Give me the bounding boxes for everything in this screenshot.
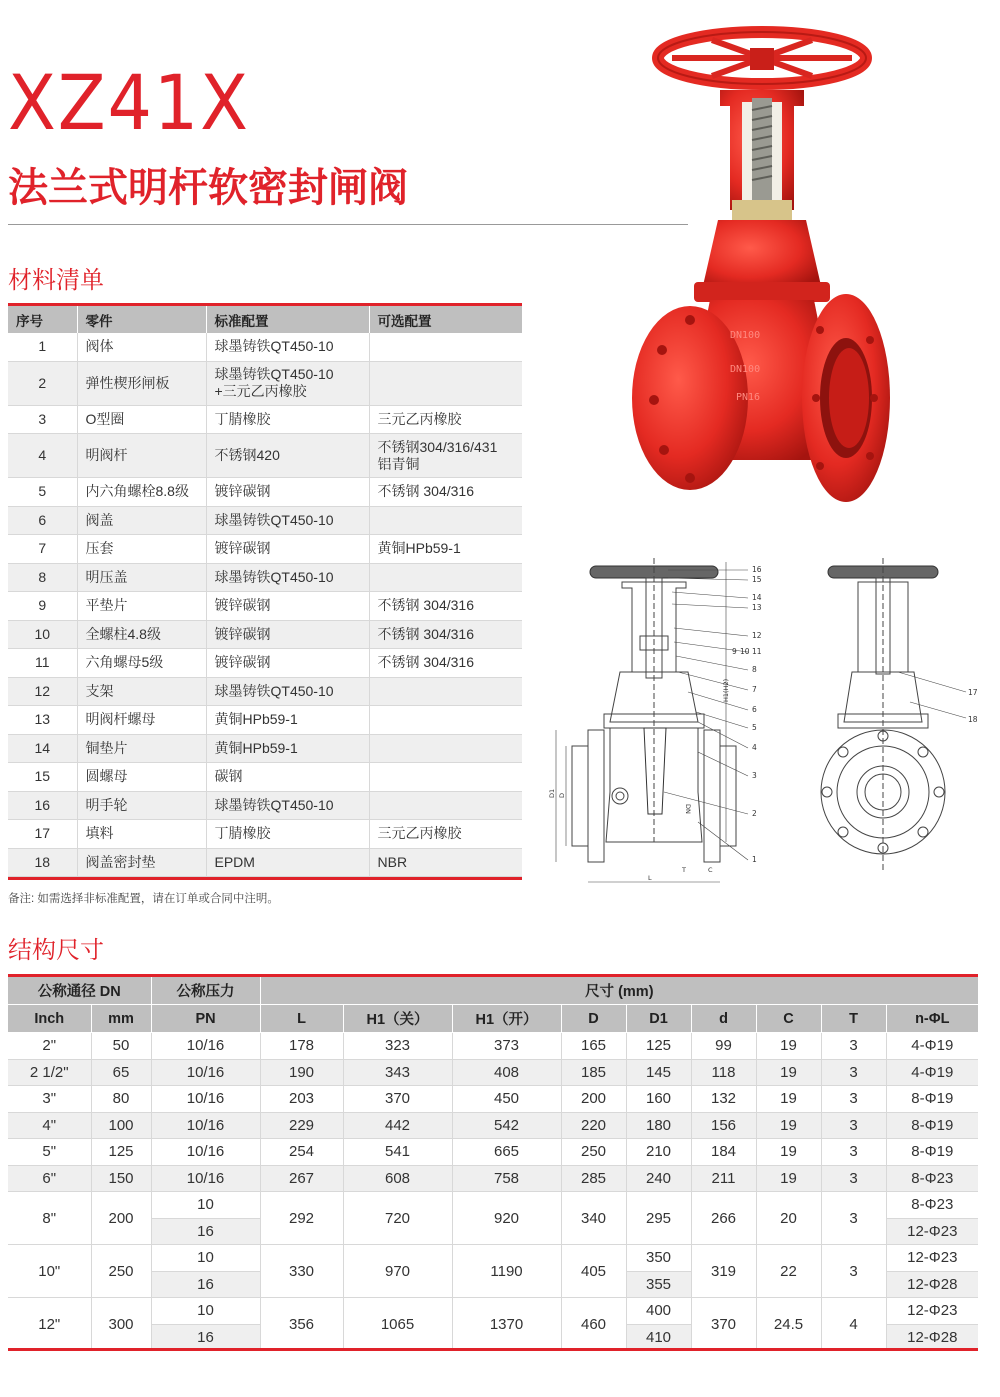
bom-part: 阀盖 bbox=[77, 506, 206, 535]
dim-c: 19 bbox=[756, 1086, 821, 1113]
dim-h1-closed: 1065 bbox=[343, 1298, 452, 1351]
dim-d1: 180 bbox=[626, 1112, 691, 1139]
bom-standard: 碳钢 bbox=[206, 763, 369, 792]
dim-d-outer: 165 bbox=[561, 1033, 626, 1060]
dim-t: 3 bbox=[821, 1245, 886, 1298]
product-subtitle: 法兰式明杆软密封闸阀 bbox=[8, 165, 408, 211]
dim-label: D1 bbox=[548, 788, 556, 798]
dim-col-bolts: n-ΦL bbox=[886, 1005, 978, 1033]
bom-optional bbox=[369, 763, 522, 792]
dim-pn: 10 bbox=[151, 1245, 260, 1272]
dim-h1-open: 1370 bbox=[452, 1298, 561, 1351]
dim-pn: 16 bbox=[151, 1218, 260, 1245]
bom-optional: 三元乙丙橡胶 bbox=[369, 820, 522, 849]
bom-part: 明手轮 bbox=[77, 791, 206, 820]
bom-standard: 镀锌碳钢 bbox=[206, 535, 369, 564]
part-label: 13 bbox=[752, 603, 762, 612]
dim-d1: 410 bbox=[626, 1324, 691, 1351]
dim-c: 19 bbox=[756, 1059, 821, 1086]
bom-no: 6 bbox=[8, 506, 77, 535]
part-label: 6 bbox=[752, 705, 757, 714]
dim-bolts: 4-Φ19 bbox=[886, 1033, 978, 1060]
dimensions-heading: 结构尺寸 bbox=[8, 936, 104, 964]
dim-c: 19 bbox=[756, 1165, 821, 1192]
dim-label: H1(H2) bbox=[722, 678, 730, 702]
bom-optional bbox=[369, 361, 522, 405]
dim-h1-closed: 608 bbox=[343, 1165, 452, 1192]
dim-head-pn: 公称压力 bbox=[151, 977, 260, 1005]
dim-bolts: 12-Φ28 bbox=[886, 1271, 978, 1298]
bom-optional bbox=[369, 706, 522, 735]
bom-no: 2 bbox=[8, 361, 77, 405]
dim-d1: 125 bbox=[626, 1033, 691, 1060]
dim-pn: 16 bbox=[151, 1324, 260, 1351]
bom-row bbox=[8, 649, 522, 678]
dim-l: 190 bbox=[260, 1059, 343, 1086]
dim-row bbox=[8, 1033, 978, 1060]
valve-photo bbox=[632, 20, 890, 512]
part-label: 9 bbox=[732, 647, 737, 656]
bom-row bbox=[8, 820, 522, 849]
dim-label: D bbox=[558, 792, 566, 798]
bom-no: 3 bbox=[8, 405, 77, 434]
part-label: 4 bbox=[752, 743, 757, 752]
bom-row bbox=[8, 706, 522, 735]
dim-t: 3 bbox=[821, 1086, 886, 1113]
dim-mm: 65 bbox=[91, 1059, 151, 1086]
bom-row bbox=[8, 677, 522, 706]
dim-h1-closed: 541 bbox=[343, 1139, 452, 1166]
dim-d-inner: 211 bbox=[691, 1165, 756, 1192]
bom-part: 圆螺母 bbox=[77, 763, 206, 792]
dim-d-outer: 460 bbox=[561, 1298, 626, 1351]
dim-pn: 10 bbox=[151, 1192, 260, 1219]
bom-row bbox=[8, 405, 522, 434]
bom-standard-line1: 球墨铸铁QT450-10 bbox=[214, 366, 334, 382]
dim-inch: 10" bbox=[8, 1245, 91, 1298]
bom-row bbox=[8, 734, 522, 763]
dim-bolts: 8-Φ19 bbox=[886, 1139, 978, 1166]
dim-label: T bbox=[682, 866, 686, 874]
dim-d-outer: 285 bbox=[561, 1165, 626, 1192]
bom-optional: 不锈钢 304/316 bbox=[369, 592, 522, 621]
dim-d1: 210 bbox=[626, 1139, 691, 1166]
dim-mm: 100 bbox=[91, 1112, 151, 1139]
dim-c: 19 bbox=[756, 1112, 821, 1139]
bom-no: 18 bbox=[8, 848, 77, 877]
bom-standard bbox=[206, 361, 369, 405]
dim-bolts: 8-Φ19 bbox=[886, 1086, 978, 1113]
bom-standard: 球墨铸铁QT450-10 bbox=[206, 563, 369, 592]
bom-row bbox=[8, 563, 522, 592]
dim-d1: 400 bbox=[626, 1298, 691, 1325]
part-label: 10 bbox=[740, 647, 750, 656]
dim-col-t: T bbox=[821, 1005, 886, 1033]
bom-no: 4 bbox=[8, 434, 77, 478]
bom-optional: 不锈钢 304/316 bbox=[369, 649, 522, 678]
bom-optional bbox=[369, 506, 522, 535]
bom-row bbox=[8, 791, 522, 820]
dim-pn: 10/16 bbox=[151, 1033, 260, 1060]
side-view-drawing bbox=[798, 552, 983, 882]
dim-h1-open: 665 bbox=[452, 1139, 561, 1166]
dim-d-outer: 250 bbox=[561, 1139, 626, 1166]
dim-label: C bbox=[708, 866, 713, 874]
bom-standard: 丁腈橡胶 bbox=[206, 405, 369, 434]
bom-standard: 球墨铸铁QT450-10 bbox=[206, 506, 369, 535]
dim-d-inner: 132 bbox=[691, 1086, 756, 1113]
dim-bolts: 12-Φ23 bbox=[886, 1298, 978, 1325]
dim-pn: 10/16 bbox=[151, 1086, 260, 1113]
svg-text:DN100: DN100 bbox=[730, 364, 761, 375]
bom-part: 内六角螺栓8.8级 bbox=[77, 478, 206, 507]
dim-bolts: 12-Φ28 bbox=[886, 1324, 978, 1351]
dim-col-mm: mm bbox=[91, 1005, 151, 1033]
dim-inch: 2 1/2" bbox=[8, 1059, 91, 1086]
dim-bolts: 4-Φ19 bbox=[886, 1059, 978, 1086]
part-label: 16 bbox=[752, 565, 762, 574]
part-label: 3 bbox=[752, 771, 757, 780]
bom-standard: 不锈钢420 bbox=[206, 434, 369, 478]
dim-h1-closed: 370 bbox=[343, 1086, 452, 1113]
part-label: 12 bbox=[752, 631, 762, 640]
dim-inch: 12" bbox=[8, 1298, 91, 1351]
dim-t: 3 bbox=[821, 1033, 886, 1060]
bom-bottom-rule bbox=[8, 877, 522, 880]
dim-head-size: 尺寸 (mm) bbox=[260, 977, 978, 1005]
bom-row bbox=[8, 592, 522, 621]
bom-col-part: 零件 bbox=[77, 306, 206, 333]
part-label: 17 bbox=[968, 688, 978, 697]
dim-l: 178 bbox=[260, 1033, 343, 1060]
bom-note: 备注: 如需选择非标准配置，请在订单或合同中注明。 bbox=[8, 893, 279, 905]
bom-part: 全螺柱4.8级 bbox=[77, 620, 206, 649]
dim-h1-open: 450 bbox=[452, 1086, 561, 1113]
bom-part: 阀盖密封垫 bbox=[77, 848, 206, 877]
dim-inch: 6" bbox=[8, 1165, 91, 1192]
dim-d-inner: 156 bbox=[691, 1112, 756, 1139]
dim-bolts: 12-Φ23 bbox=[886, 1218, 978, 1245]
bom-standard: 黄铜HPb59-1 bbox=[206, 734, 369, 763]
title-divider bbox=[8, 224, 688, 225]
bom-part: 压套 bbox=[77, 535, 206, 564]
dim-col-h1-open: H1（开） bbox=[452, 1005, 561, 1033]
dim-row bbox=[8, 1059, 978, 1086]
bom-optional bbox=[369, 734, 522, 763]
bom-part: 平垫片 bbox=[77, 592, 206, 621]
bom-optional bbox=[369, 333, 522, 361]
dim-mm: 200 bbox=[91, 1192, 151, 1245]
bom-no: 17 bbox=[8, 820, 77, 849]
part-label: 14 bbox=[752, 593, 762, 602]
dim-d-inner: 99 bbox=[691, 1033, 756, 1060]
dim-inch: 5" bbox=[8, 1139, 91, 1166]
bom-no: 15 bbox=[8, 763, 77, 792]
part-label: 11 bbox=[752, 647, 762, 656]
dim-t: 3 bbox=[821, 1165, 886, 1192]
dimensions-bottom-rule bbox=[8, 1348, 978, 1351]
dim-d-outer: 200 bbox=[561, 1086, 626, 1113]
dim-header-row-2 bbox=[8, 1005, 978, 1033]
dim-bolts: 8-Φ23 bbox=[886, 1165, 978, 1192]
dim-mm: 150 bbox=[91, 1165, 151, 1192]
dim-col-l: L bbox=[260, 1005, 343, 1033]
bom-optional: 不锈钢 304/316 bbox=[369, 620, 522, 649]
bom-no: 10 bbox=[8, 620, 77, 649]
dim-col-inch: Inch bbox=[8, 1005, 91, 1033]
svg-text:DN100: DN100 bbox=[730, 330, 761, 341]
dim-col-pn: PN bbox=[151, 1005, 260, 1033]
dim-h1-closed: 442 bbox=[343, 1112, 452, 1139]
bom-part: 明阀杆螺母 bbox=[77, 706, 206, 735]
dim-mm: 250 bbox=[91, 1245, 151, 1298]
bom-part: 明阀杆 bbox=[77, 434, 206, 478]
bom-standard: 球墨铸铁QT450-10 bbox=[206, 677, 369, 706]
bom-optional: 不锈钢 304/316 bbox=[369, 478, 522, 507]
bom-row bbox=[8, 361, 522, 405]
bom-optional: NBR bbox=[369, 848, 522, 877]
dim-h1-open: 1190 bbox=[452, 1245, 561, 1298]
dim-bolts: 8-Φ19 bbox=[886, 1112, 978, 1139]
dim-l: 267 bbox=[260, 1165, 343, 1192]
bom-col-no: 序号 bbox=[8, 306, 77, 333]
dim-col-d-outer: D bbox=[561, 1005, 626, 1033]
bom-no: 13 bbox=[8, 706, 77, 735]
dim-pn: 10/16 bbox=[151, 1059, 260, 1086]
dim-row-split bbox=[8, 1298, 978, 1325]
bom-col-optional: 可选配置 bbox=[369, 306, 522, 333]
bom-standard: EPDM bbox=[206, 848, 369, 877]
bom-no: 9 bbox=[8, 592, 77, 621]
dim-t: 3 bbox=[821, 1192, 886, 1245]
dim-h1-open: 758 bbox=[452, 1165, 561, 1192]
bom-no: 16 bbox=[8, 791, 77, 820]
dim-h1-open: 920 bbox=[452, 1192, 561, 1245]
dim-inch: 2" bbox=[8, 1033, 91, 1060]
bom-no: 7 bbox=[8, 535, 77, 564]
bom-no: 12 bbox=[8, 677, 77, 706]
bom-optional-line1: 不锈钢304/316/431 bbox=[377, 438, 498, 455]
bom-standard: 球墨铸铁QT450-10 bbox=[206, 791, 369, 820]
dim-mm: 50 bbox=[91, 1033, 151, 1060]
dim-h1-closed: 970 bbox=[343, 1245, 452, 1298]
dim-d-inner: 319 bbox=[691, 1245, 756, 1298]
dim-l: 356 bbox=[260, 1298, 343, 1351]
bom-row bbox=[8, 434, 522, 478]
dim-row bbox=[8, 1165, 978, 1192]
bom-row bbox=[8, 535, 522, 564]
dim-c: 22 bbox=[756, 1245, 821, 1298]
bom-standard-line2: +三元乙丙橡胶 bbox=[214, 383, 307, 399]
part-label: 15 bbox=[752, 575, 762, 584]
dim-head-dn: 公称通径 DN bbox=[8, 977, 151, 1005]
dim-label: L bbox=[648, 874, 652, 882]
bom-optional bbox=[369, 791, 522, 820]
bom-no: 11 bbox=[8, 649, 77, 678]
model-title: XZ41X bbox=[8, 58, 250, 147]
dim-l: 254 bbox=[260, 1139, 343, 1166]
bom-no: 1 bbox=[8, 333, 77, 361]
dim-h1-closed: 343 bbox=[343, 1059, 452, 1086]
bom-part: 阀体 bbox=[77, 333, 206, 361]
dim-c: 24.5 bbox=[756, 1298, 821, 1351]
dim-d-inner: 266 bbox=[691, 1192, 756, 1245]
dim-t: 3 bbox=[821, 1139, 886, 1166]
dim-d-inner: 184 bbox=[691, 1139, 756, 1166]
dim-h1-closed: 323 bbox=[343, 1033, 452, 1060]
bom-row bbox=[8, 620, 522, 649]
dim-pn: 10/16 bbox=[151, 1112, 260, 1139]
bom-part: O型圈 bbox=[77, 405, 206, 434]
part-label: 1 bbox=[752, 855, 757, 864]
dim-inch: 8" bbox=[8, 1192, 91, 1245]
bom-col-standard: 标准配置 bbox=[206, 306, 369, 333]
bom-standard: 镀锌碳钢 bbox=[206, 478, 369, 507]
bom-standard: 镀锌碳钢 bbox=[206, 592, 369, 621]
bom-standard: 镀锌碳钢 bbox=[206, 649, 369, 678]
dim-c: 19 bbox=[756, 1033, 821, 1060]
bom-no: 8 bbox=[8, 563, 77, 592]
dim-t: 3 bbox=[821, 1059, 886, 1086]
dim-c: 20 bbox=[756, 1192, 821, 1245]
bom-part: 明压盖 bbox=[77, 563, 206, 592]
bom-standard: 黄铜HPb59-1 bbox=[206, 706, 369, 735]
dim-mm: 80 bbox=[91, 1086, 151, 1113]
dim-d1: 295 bbox=[626, 1192, 691, 1245]
bom-standard: 丁腈橡胶 bbox=[206, 820, 369, 849]
dim-d1: 355 bbox=[626, 1271, 691, 1298]
dim-d1: 240 bbox=[626, 1165, 691, 1192]
bom-row bbox=[8, 763, 522, 792]
dim-col-d1: D1 bbox=[626, 1005, 691, 1033]
dim-bolts: 12-Φ23 bbox=[886, 1245, 978, 1272]
bom-optional: 三元乙丙橡胶 bbox=[369, 405, 522, 434]
dim-pn: 10 bbox=[151, 1298, 260, 1325]
dim-t: 4 bbox=[821, 1298, 886, 1351]
dim-bolts: 8-Φ23 bbox=[886, 1192, 978, 1219]
dim-l: 292 bbox=[260, 1192, 343, 1245]
dim-mm: 300 bbox=[91, 1298, 151, 1351]
dim-inch: 3" bbox=[8, 1086, 91, 1113]
dim-c: 19 bbox=[756, 1139, 821, 1166]
dim-pn: 10/16 bbox=[151, 1139, 260, 1166]
bom-part: 支架 bbox=[77, 677, 206, 706]
bom-row bbox=[8, 478, 522, 507]
part-label: 2 bbox=[752, 809, 757, 818]
dim-row bbox=[8, 1139, 978, 1166]
dim-pn: 16 bbox=[151, 1271, 260, 1298]
dim-d1: 350 bbox=[626, 1245, 691, 1272]
bom-optional bbox=[369, 434, 522, 478]
bom-standard: 镀锌碳钢 bbox=[206, 620, 369, 649]
dim-pn: 10/16 bbox=[151, 1165, 260, 1192]
bom-part: 铜垫片 bbox=[77, 734, 206, 763]
part-label: 18 bbox=[968, 715, 978, 724]
bom-no: 5 bbox=[8, 478, 77, 507]
bom-no: 14 bbox=[8, 734, 77, 763]
bom-optional-line2: 铝青铜 bbox=[377, 455, 420, 472]
dim-l: 330 bbox=[260, 1245, 343, 1298]
bom-standard: 球墨铸铁QT450-10 bbox=[206, 333, 369, 361]
dimensions-table bbox=[8, 977, 978, 1351]
dim-h1-closed: 720 bbox=[343, 1192, 452, 1245]
dim-row-split bbox=[8, 1192, 978, 1219]
dim-mm: 125 bbox=[91, 1139, 151, 1166]
dim-col-c: C bbox=[756, 1005, 821, 1033]
dim-d-outer: 185 bbox=[561, 1059, 626, 1086]
dim-t: 3 bbox=[821, 1112, 886, 1139]
dim-d1: 160 bbox=[626, 1086, 691, 1113]
dim-l: 229 bbox=[260, 1112, 343, 1139]
dim-d-inner: 118 bbox=[691, 1059, 756, 1086]
part-label: 7 bbox=[752, 685, 757, 694]
dim-h1-open: 542 bbox=[452, 1112, 561, 1139]
dim-h1-open: 373 bbox=[452, 1033, 561, 1060]
dim-row bbox=[8, 1112, 978, 1139]
bom-header-row bbox=[8, 306, 522, 333]
bom-row bbox=[8, 333, 522, 361]
part-label: 5 bbox=[752, 723, 757, 732]
dim-d1: 145 bbox=[626, 1059, 691, 1086]
dim-row-split bbox=[8, 1245, 978, 1272]
dim-inch: 4" bbox=[8, 1112, 91, 1139]
bom-row bbox=[8, 848, 522, 877]
front-section-drawing bbox=[548, 552, 770, 892]
dim-h1-open: 408 bbox=[452, 1059, 561, 1086]
dim-d-outer: 405 bbox=[561, 1245, 626, 1298]
dim-col-h1-closed: H1（关） bbox=[343, 1005, 452, 1033]
bom-row bbox=[8, 506, 522, 535]
bom-heading: 材料清单 bbox=[8, 266, 104, 294]
dim-row bbox=[8, 1086, 978, 1113]
dim-d-outer: 220 bbox=[561, 1112, 626, 1139]
dim-col-d-inner: d bbox=[691, 1005, 756, 1033]
bom-table bbox=[8, 306, 522, 877]
dim-label: DN bbox=[684, 804, 692, 814]
dim-header-row-1 bbox=[8, 977, 978, 1005]
bom-part: 填料 bbox=[77, 820, 206, 849]
bom-optional bbox=[369, 563, 522, 592]
bom-part: 六角螺母5级 bbox=[77, 649, 206, 678]
dim-d-outer: 340 bbox=[561, 1192, 626, 1245]
dim-d-inner: 370 bbox=[691, 1298, 756, 1351]
bom-part: 弹性楔形闸板 bbox=[77, 361, 206, 405]
dim-l: 203 bbox=[260, 1086, 343, 1113]
svg-text:PN16: PN16 bbox=[736, 392, 761, 403]
bom-optional: 黄铜HPb59-1 bbox=[369, 535, 522, 564]
bom-optional bbox=[369, 677, 522, 706]
part-label: 8 bbox=[752, 665, 757, 674]
